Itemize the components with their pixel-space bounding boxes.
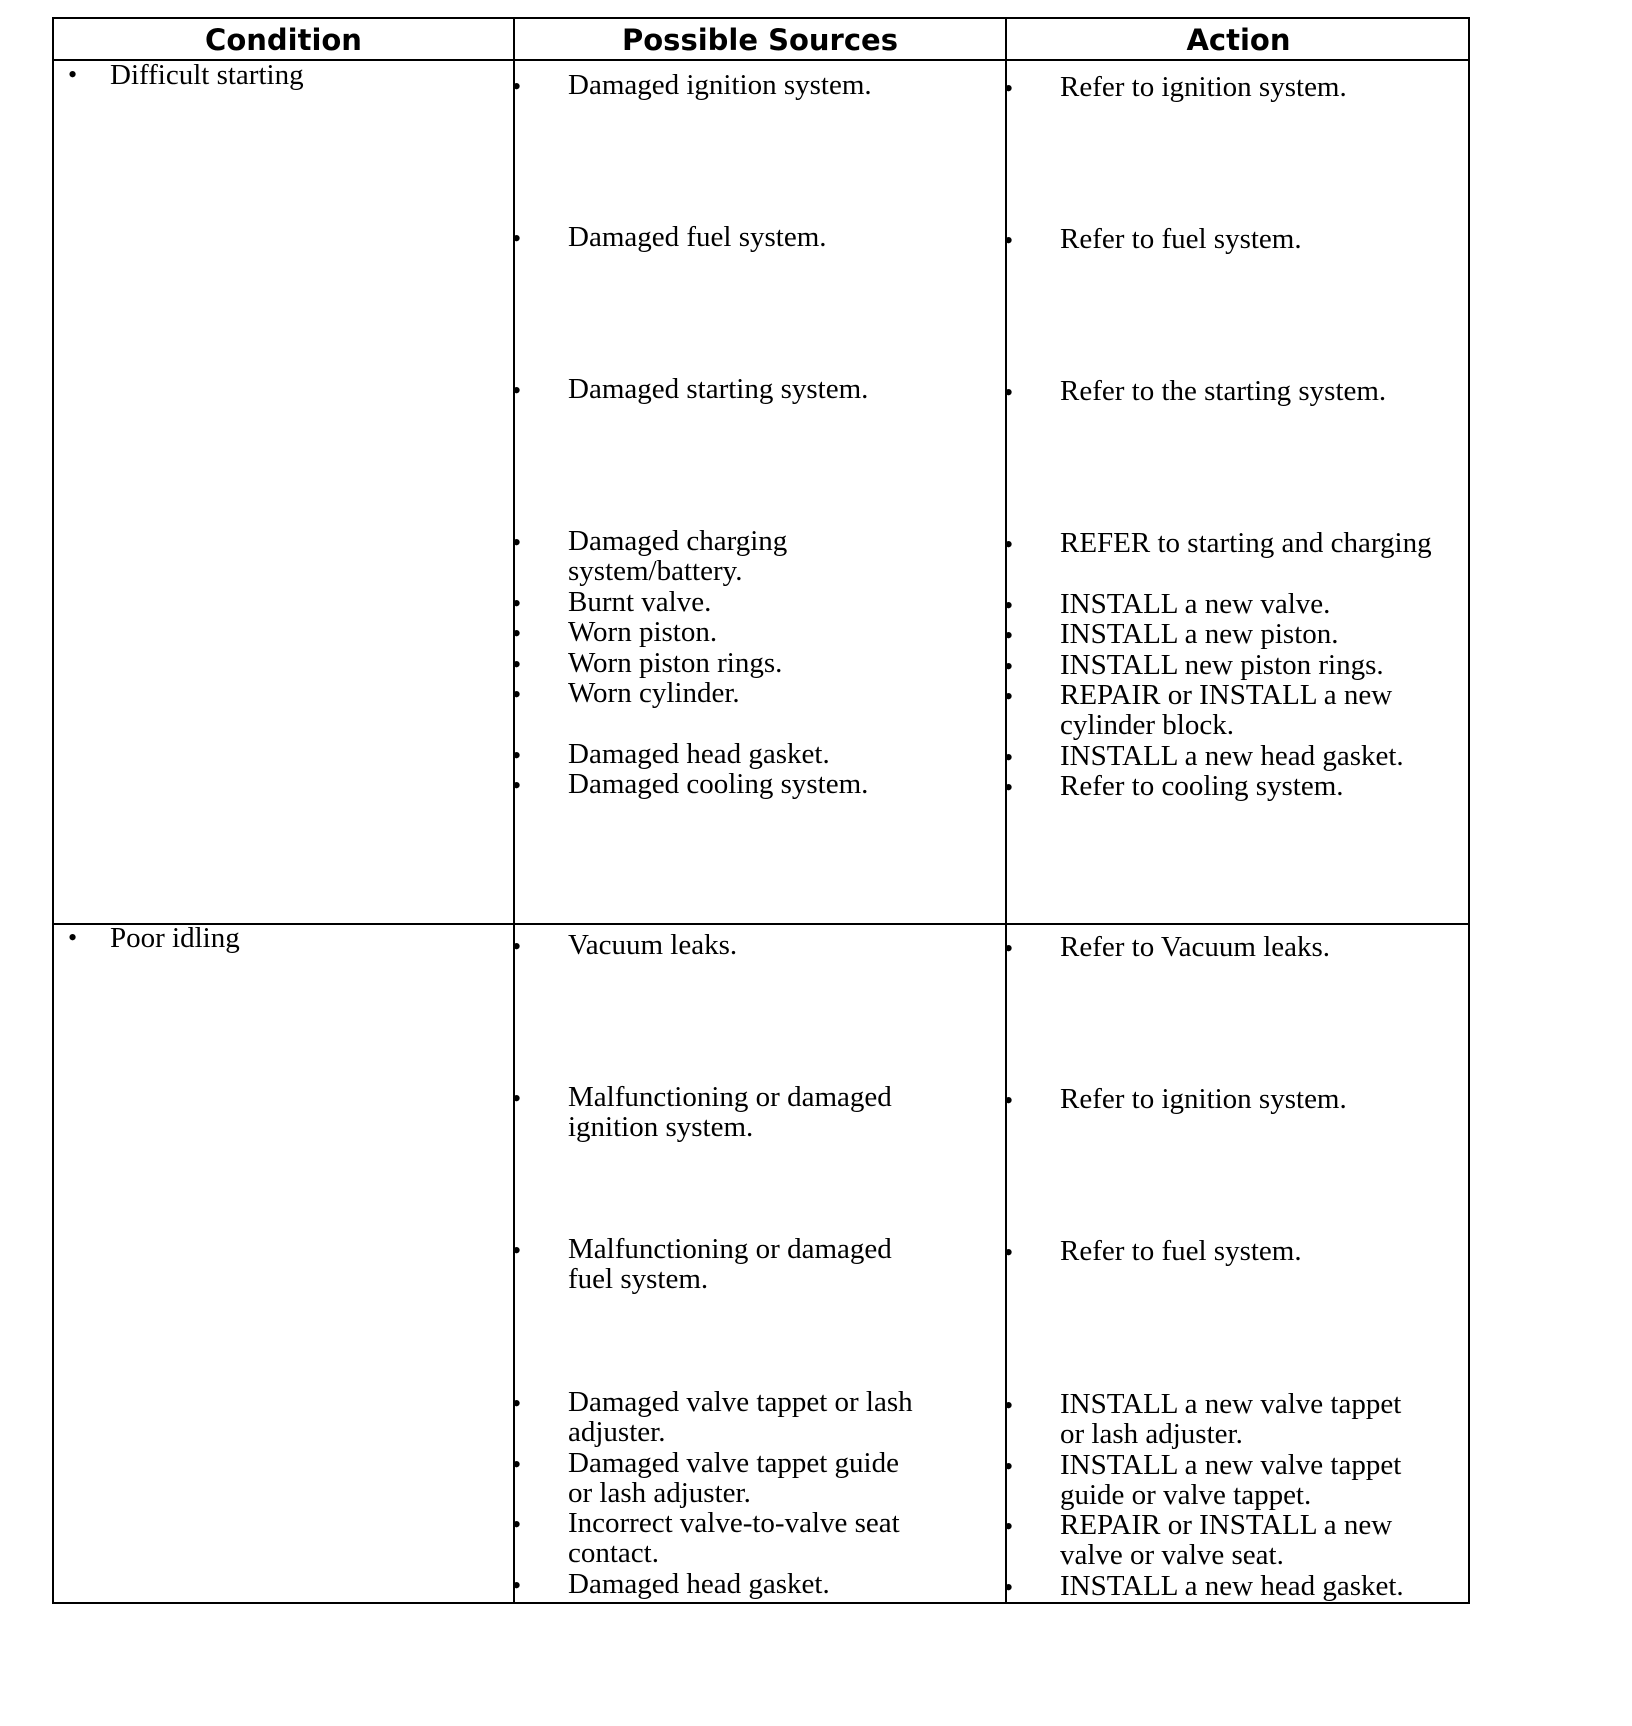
- action-text-line: cylinder block.: [1060, 709, 1234, 741]
- bullet: •: [1004, 1573, 1014, 1602]
- column-divider-2: [1005, 19, 1007, 1602]
- action-text-line: REPAIR or INSTALL a new: [1060, 679, 1393, 711]
- source-text-line: adjuster.: [568, 1416, 666, 1448]
- source-item: [568, 374, 868, 404]
- action-text-line: Refer to the starting system.: [1060, 375, 1387, 407]
- source-item: [568, 1569, 830, 1599]
- action-text-line: REFER to starting and charging: [1060, 527, 1432, 559]
- action-text-line: INSTALL new piston rings.: [1060, 649, 1384, 681]
- source-text-line: Worn cylinder.: [568, 677, 740, 709]
- action-item: [1060, 1510, 1392, 1570]
- source-item: [568, 739, 830, 769]
- bullet: •: [512, 771, 522, 800]
- bullet: •: [1004, 1452, 1014, 1481]
- source-text-line: Damaged cooling system.: [568, 768, 869, 800]
- bullet: •: [68, 923, 78, 952]
- bullet: •: [512, 680, 522, 709]
- source-text-line: Damaged valve tappet guide: [568, 1447, 899, 1479]
- source-text-line: Damaged starting system.: [568, 373, 869, 405]
- action-item: [1060, 680, 1392, 740]
- bullet: •: [1004, 1238, 1014, 1267]
- action-item: [1060, 1450, 1401, 1510]
- action-item: [1060, 224, 1302, 254]
- source-item: [568, 617, 717, 647]
- bullet: •: [1004, 591, 1014, 620]
- action-text-line: REPAIR or INSTALL a new: [1060, 1509, 1393, 1541]
- source-text-line: contact.: [568, 1537, 659, 1569]
- source-item: [568, 1448, 899, 1508]
- action-item: [1060, 1236, 1302, 1266]
- bullet: •: [512, 1571, 522, 1600]
- bullet: •: [1004, 530, 1014, 559]
- bullet: •: [1004, 621, 1014, 650]
- source-item: [568, 587, 711, 617]
- bullet: •: [512, 528, 522, 557]
- source-text-line: Incorrect valve-to-valve seat: [568, 1507, 900, 1539]
- source-item: [568, 222, 827, 252]
- action-text-line: INSTALL a new head gasket.: [1060, 740, 1404, 772]
- source-text-line: Vacuum leaks.: [568, 929, 738, 961]
- source-text-line: Damaged ignition system.: [568, 69, 872, 101]
- source-item: [568, 769, 868, 799]
- action-text-line: INSTALL a new head gasket.: [1060, 1570, 1404, 1602]
- action-item: [1060, 528, 1432, 558]
- bullet: •: [512, 1450, 522, 1479]
- source-item: [568, 1508, 900, 1568]
- action-text-line: Refer to cooling system.: [1060, 770, 1344, 802]
- action-item: [1060, 741, 1404, 771]
- source-text-line: Malfunctioning or damaged: [568, 1081, 892, 1113]
- bullet: •: [1004, 1391, 1014, 1420]
- action-text-line: INSTALL a new valve.: [1060, 588, 1331, 620]
- action-item: [1060, 376, 1386, 406]
- action-item: [1060, 650, 1384, 680]
- header-condition: Condition: [205, 23, 362, 57]
- source-text-line: Damaged valve tappet or lash: [568, 1386, 913, 1418]
- action-text-line: Refer to fuel system.: [1060, 223, 1302, 255]
- action-item: [1060, 72, 1347, 102]
- source-text-line: Malfunctioning or damaged: [568, 1233, 892, 1265]
- header-action: Action: [1186, 23, 1291, 57]
- source-text-line: Damaged head gasket.: [568, 1568, 830, 1600]
- column-divider-1: [513, 19, 515, 1602]
- bullet: •: [512, 1236, 522, 1265]
- action-item: [1060, 1389, 1401, 1449]
- bullet: •: [512, 224, 522, 253]
- action-item: [1060, 619, 1339, 649]
- bullet: •: [512, 1389, 522, 1418]
- action-text-line: Refer to ignition system.: [1060, 71, 1347, 103]
- troubleshooting-table: [52, 17, 1470, 1604]
- source-text-line: ignition system.: [568, 1111, 754, 1143]
- source-text-line: Worn piston rings.: [568, 647, 783, 679]
- bullet: •: [1004, 743, 1014, 772]
- action-text-line: guide or valve tappet.: [1060, 1479, 1312, 1511]
- source-text-line: Damaged charging: [568, 525, 788, 557]
- action-text-line: or lash adjuster.: [1060, 1418, 1243, 1450]
- action-item: [1060, 1084, 1347, 1114]
- bullet: •: [1004, 1086, 1014, 1115]
- source-text-line: Damaged head gasket.: [568, 738, 830, 770]
- bullet: •: [512, 741, 522, 770]
- action-item: [1060, 771, 1344, 801]
- bullet: •: [512, 589, 522, 618]
- bullet: •: [1004, 773, 1014, 802]
- source-item: [568, 526, 787, 586]
- source-item: [568, 1082, 892, 1142]
- bullet: •: [1004, 74, 1014, 103]
- bullet: •: [512, 72, 522, 101]
- source-item: [568, 1387, 913, 1447]
- source-text-line: Worn piston.: [568, 616, 718, 648]
- bullet: •: [512, 1510, 522, 1539]
- source-text-line: Damaged fuel system.: [568, 221, 827, 253]
- condition-text: Poor idling: [110, 922, 240, 954]
- bullet: •: [512, 376, 522, 405]
- row-divider: [54, 923, 1468, 925]
- action-text-line: valve or valve seat.: [1060, 1539, 1284, 1571]
- bullet: •: [512, 1084, 522, 1113]
- source-item: [568, 678, 740, 708]
- action-text-line: INSTALL a new valve tappet: [1060, 1388, 1402, 1420]
- action-item: [1060, 589, 1330, 619]
- action-text-line: INSTALL a new piston.: [1060, 618, 1339, 650]
- source-text-line: fuel system.: [568, 1263, 709, 1295]
- bullet: •: [68, 60, 78, 89]
- bullet: •: [1004, 378, 1014, 407]
- action-text-line: Refer to fuel system.: [1060, 1235, 1302, 1267]
- source-text-line: or lash adjuster.: [568, 1477, 751, 1509]
- source-item: [568, 930, 737, 960]
- action-text-line: Refer to Vacuum leaks.: [1060, 931, 1331, 963]
- action-item: [1060, 932, 1330, 962]
- action-text-line: Refer to ignition system.: [1060, 1083, 1347, 1115]
- action-item: [1060, 1571, 1404, 1601]
- header-possible-sources: Possible Sources: [622, 23, 898, 57]
- action-text-line: INSTALL a new valve tappet: [1060, 1449, 1402, 1481]
- source-item: [568, 648, 782, 678]
- bullet: •: [1004, 226, 1014, 255]
- bullet: •: [512, 932, 522, 961]
- bullet: •: [1004, 652, 1014, 681]
- bullet: •: [1004, 682, 1014, 711]
- source-item: [568, 70, 872, 100]
- condition-text: Difficult starting: [110, 59, 304, 91]
- source-item: [568, 1234, 892, 1294]
- bullet: •: [1004, 934, 1014, 963]
- source-text-line: system/battery.: [568, 555, 743, 587]
- source-text-line: Burnt valve.: [568, 586, 712, 618]
- bullet: •: [512, 650, 522, 679]
- bullet: •: [512, 619, 522, 648]
- bullet: •: [1004, 1512, 1014, 1541]
